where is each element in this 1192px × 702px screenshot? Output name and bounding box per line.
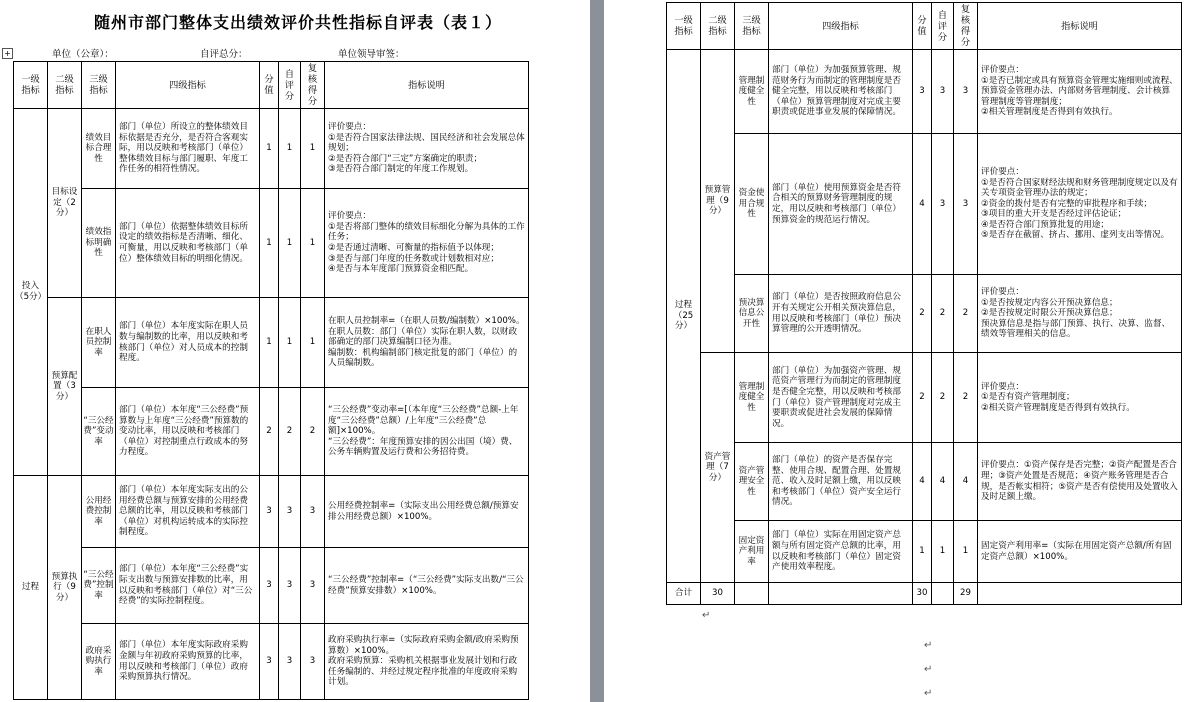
self-score-cell: 1 bbox=[279, 189, 301, 298]
review-score-cell: 3 bbox=[954, 50, 978, 134]
score-cell: 4 bbox=[913, 443, 932, 521]
header-review-score: 复核得分 bbox=[301, 62, 325, 109]
level4-cell: 部门（单位）所设立的整体绩效目标依据是否充分，是否符合客观实际，用以反映和考核部门（单位）整体绩效目标与部门履职、年度工作任务的相符性情况。 bbox=[116, 109, 260, 189]
level4-cell: 部门（单位）本年度“三公经费”预算数与上年度“三公经费”预算数的变动比率，用以反映和考核部门（单位）对控制重点行政成本的努力程度。 bbox=[116, 388, 260, 476]
total-label: 合计 bbox=[667, 583, 701, 605]
description-cell: 评价要点：①资产保存是否完整；②资产配置是否合理；③资产处置是否规范；④资产账务管理是否合规，是否帐实相符；⑤资产是否有偿使用及处置收入及时足额上缴。 bbox=[978, 443, 1182, 521]
level4-cell: 部门（单位）本年度实际支出的公用经费总额与预算安排的公用经费总额的比率，用以反映和考核部门（单位）对机构运转成本的实际控制程度。 bbox=[116, 476, 260, 548]
table-row bbox=[667, 275, 1182, 353]
level3-cell: 绩效目标合理性 bbox=[82, 109, 116, 189]
paragraph-mark-icon: ↵ bbox=[924, 688, 933, 699]
level3-cell: 公用经费控制率 bbox=[82, 476, 116, 548]
review-score-cell: 3 bbox=[301, 548, 325, 624]
header-self-score: 自评分 bbox=[279, 62, 301, 109]
level3-cell: 政府采购执行率 bbox=[82, 624, 116, 700]
description-cell: 评价要点： ①是否符合国家法律法规、国民经济和社会发展总体规划； ②是否符合部门“三定”方案确定的职责； ③是否符合部门制定的年度工作规划。 bbox=[325, 109, 529, 189]
empty-cell bbox=[932, 583, 954, 605]
description-cell: “三公经费”控制率=（“三公经费”实际支出数/“三公经费”预算安排数）×100%。 bbox=[325, 548, 529, 624]
level4-cell: 部门（单位）是否按照政府信息公开有关规定公开相关预决算信息，用以反映和考核部门（单位）预决算管理的公开透明情况。 bbox=[769, 275, 913, 353]
level3-cell: “三公经费”变动率 bbox=[82, 388, 116, 476]
self-score-cell: 4 bbox=[932, 443, 954, 521]
page-gap bbox=[590, 0, 604, 702]
document-page-2 bbox=[604, 0, 1192, 702]
review-score-cell: 4 bbox=[954, 443, 978, 521]
self-score-cell: 3 bbox=[932, 50, 954, 134]
header-level2: 二级指标 bbox=[701, 3, 735, 50]
score-cell: 4 bbox=[913, 134, 932, 275]
description-cell: 评价要点： ①是否按规定内容公开预决算信息； ②是否按规定时限公开预决算信息； 预决算信息是指与部门预算、执行、决算、监督、绩效等管理相关的信息。 bbox=[978, 275, 1182, 353]
table-row bbox=[14, 109, 529, 189]
unit-label: 单位（公章）： bbox=[52, 49, 114, 60]
score-cell: 2 bbox=[913, 353, 932, 443]
level3-cell: 固定资产利用率 bbox=[735, 521, 769, 583]
header-self-score: 自评分 bbox=[932, 3, 954, 50]
level4-cell: 部门（单位）本年度实际在职人员数与编制数的比率，用以反映和考核部门（单位）对人员成本的控制程度。 bbox=[116, 298, 260, 388]
score-cell: 3 bbox=[260, 548, 279, 624]
table-row bbox=[667, 443, 1182, 521]
level4-cell: 部门（单位）为加强预算管理、规范财务行为而制定的管理制度是否健全完整，用以反映和考核部门（单位）预算管理制度对完成主要职责或促进事业发展的保障情况。 bbox=[769, 50, 913, 134]
document-page-1 bbox=[0, 0, 590, 702]
level3-cell: 绩效指标明确性 bbox=[82, 189, 116, 298]
empty-cell bbox=[769, 583, 913, 605]
header-level1: 一级指标 bbox=[667, 3, 701, 50]
description-cell: 评价要点： ①是否有资产管理制度； ②相关资产管理制度是否得到有效执行。 bbox=[978, 353, 1182, 443]
level4-cell: 部门（单位）使用预算资金是否符合相关的预算财务管理制度的规定，用以反映和考核部门（单位）预算资金的规范运行情况。 bbox=[769, 134, 913, 275]
total-review-score: 29 bbox=[954, 583, 978, 605]
description-cell: 政府采购执行率=（实际政府采购金额/政府采购预算数）×100%。 政府采购预算：采购机关根据事业发展计划和行政任务编制的、并经过规定程序批准的年度政府采购计划。 bbox=[325, 624, 529, 700]
description-cell: 在职人员控制率=（在职人员数/编制数）×100%。 在职人员数：部门（单位）实际在职人数，以财政部确定的部门决算编制口径为准。 编制数：机构编制部门核定批复的部门（单位）的人员编制数。 bbox=[325, 298, 529, 388]
table-row bbox=[14, 298, 529, 388]
self-score-cell: 2 bbox=[932, 275, 954, 353]
level4-cell: 部门（单位）为加强资产管理、规范资产管理行为而制定的管理制度是否健全完整，用以反映和考核部门（单位）资产管理制度对完成主要职责或促进社会发展的保障情况。 bbox=[769, 353, 913, 443]
total-row bbox=[667, 583, 1182, 605]
level4-cell: 部门（单位）依据整体绩效目标所设定的绩效指标是否清晰、细化、可衡量，用以反映和考核部门（单位）整体绩效目标的明细化情况。 bbox=[116, 189, 260, 298]
header-level4: 四级指标 bbox=[116, 62, 260, 109]
table-header-row bbox=[667, 3, 1182, 50]
header-description: 指标说明 bbox=[325, 62, 529, 109]
level3-cell: 资金使用合规性 bbox=[735, 134, 769, 275]
level2-budget-allocation: 预算配置（3分） bbox=[48, 298, 82, 476]
level1-input: 投入（5分） bbox=[14, 109, 48, 476]
self-score-label: 自评总分： bbox=[200, 49, 248, 60]
table-row bbox=[14, 624, 529, 700]
self-score-cell: 3 bbox=[279, 548, 301, 624]
review-score-cell: 2 bbox=[301, 388, 325, 476]
table-move-handle-icon[interactable]: + bbox=[2, 48, 13, 59]
review-score-cell: 3 bbox=[301, 476, 325, 548]
level2-budget-execution: 预算执行（9分） bbox=[48, 476, 82, 700]
header-level2: 二级指标 bbox=[48, 62, 82, 109]
level4-cell: 部门（单位）的资产是否保存完整、使用合规、配置合理、处置规范、收入及时足额上缴，用以反映和考核部门（单位）资产安全运行情况。 bbox=[769, 443, 913, 521]
self-score-cell: 3 bbox=[279, 476, 301, 548]
self-score-cell: 2 bbox=[932, 353, 954, 443]
level3-cell: 资产管理安全性 bbox=[735, 443, 769, 521]
total-score-sum: 30 bbox=[913, 583, 932, 605]
empty-cell bbox=[978, 583, 1182, 605]
level3-cell: “三公经费”控制率 bbox=[82, 548, 116, 624]
paragraph-mark-icon: ↵ bbox=[924, 664, 933, 675]
leader-sign-label: 单位领导审签： bbox=[338, 49, 405, 60]
table-row bbox=[667, 50, 1182, 134]
level3-cell: 在职人员控制率 bbox=[82, 298, 116, 388]
level2-budget-management: 预算管理（9分） bbox=[701, 50, 735, 353]
table-row bbox=[14, 388, 529, 476]
review-score-cell: 3 bbox=[301, 624, 325, 700]
table-row bbox=[667, 134, 1182, 275]
score-cell: 2 bbox=[260, 388, 279, 476]
table-row bbox=[14, 189, 529, 298]
table-row bbox=[14, 476, 529, 548]
header-score: 分值 bbox=[913, 3, 932, 50]
review-score-cell: 2 bbox=[954, 275, 978, 353]
level3-cell: 预决算信息公开性 bbox=[735, 275, 769, 353]
self-score-cell: 1 bbox=[279, 109, 301, 189]
self-score-cell: 1 bbox=[279, 298, 301, 388]
self-score-cell: 3 bbox=[932, 134, 954, 275]
level2-target-setting: 目标设定（2分） bbox=[48, 109, 82, 298]
description-cell: 评价要点： ①是否已制定或具有预算资金管理实施细则或流程、预算资金管理办法、内部财务管理制度、会计核算管理制度等管理制度； ②相关管理制度是否得到有效执行。 bbox=[978, 50, 1182, 134]
header-level3: 三级指标 bbox=[82, 62, 116, 109]
review-score-cell: 3 bbox=[954, 134, 978, 275]
level4-cell: 部门（单位）本年度实际政府采购金额与年初政府采购预算的比率，用以反映和考核部门（单位）政府采购预算执行情况。 bbox=[116, 624, 260, 700]
review-score-cell: 1 bbox=[301, 298, 325, 388]
review-score-cell: 1 bbox=[301, 189, 325, 298]
description-cell: 公用经费控制率=（实际支出公用经费总额/预算安排公用经费总额）×100%。 bbox=[325, 476, 529, 548]
table-row bbox=[14, 548, 529, 624]
self-score-cell: 1 bbox=[932, 521, 954, 583]
description-cell: 固定资产利用率=（实际在用固定资产总额/所有固定资产总额）×100%。 bbox=[978, 521, 1182, 583]
header-review-score: 复核得分 bbox=[954, 3, 978, 50]
table-row bbox=[667, 353, 1182, 443]
header-score: 分值 bbox=[260, 62, 279, 109]
header-level3: 三级指标 bbox=[735, 3, 769, 50]
indicator-table-page1 bbox=[13, 61, 529, 700]
paragraph-mark-icon: ↵ bbox=[702, 610, 711, 621]
level3-cell: 管理制度健全性 bbox=[735, 353, 769, 443]
level2-asset-management: 资产管理（7分） bbox=[701, 353, 735, 583]
score-cell: 3 bbox=[260, 476, 279, 548]
level4-cell: 部门（单位）本年度“三公经费”实际支出数与预算安排数的比率，用以反映和考核部门（单位）对“三公经费”的实际控制程度。 bbox=[116, 548, 260, 624]
score-cell: 1 bbox=[260, 109, 279, 189]
score-cell: 3 bbox=[260, 624, 279, 700]
score-cell: 1 bbox=[260, 189, 279, 298]
header-description: 指标说明 bbox=[978, 3, 1182, 50]
review-score-cell: 1 bbox=[954, 521, 978, 583]
table-row bbox=[667, 521, 1182, 583]
header-level4: 四级指标 bbox=[769, 3, 913, 50]
score-cell: 2 bbox=[913, 275, 932, 353]
description-cell: “三公经费”变动率=[（本年度“三公经费”总额-上年度“三公经费”总额）/上年度“三公经费”总额]×100%。 “三公经费”：年度预算安排的因公出国（境）费、公务车辆购置及运行费和公务招待费。 bbox=[325, 388, 529, 476]
self-score-cell: 3 bbox=[279, 624, 301, 700]
description-cell: 评价要点： ①是否符合国家财经法规和财务管理制度规定以及有关专项资金管理办法的规定； ②资金的拨付是否有完整的审批程序和手续； ③项目的重大开支是否经过评估论证； ④是否符合部门预算批复的用途； ⑤是否存在截留、挤占、挪用、虚列支出等情况。 bbox=[978, 134, 1182, 275]
level1-process: 过程（25分） bbox=[667, 50, 701, 583]
table-header-row bbox=[14, 62, 529, 109]
review-score-cell: 1 bbox=[301, 109, 325, 189]
level4-cell: 部门（单位）实际在用固定资产总额与所有固定资产总额的比率，用以反映和考核部门（单位）固定资产使用效率程度。 bbox=[769, 521, 913, 583]
description-cell: 评价要点： ①是否将部门整体的绩效目标细化分解为具体的工作任务； ②是否通过清晰、可衡量的指标值予以体现； ③是否与部门年度的任务数或计划数相对应； ④是否与本年度部门预算资金相匹配。 bbox=[325, 189, 529, 298]
score-cell: 1 bbox=[260, 298, 279, 388]
paragraph-mark-icon: ↵ bbox=[924, 640, 933, 651]
page-title: 随州市部门整体支出绩效评价共性指标自评表（表１） bbox=[93, 13, 502, 32]
indicator-table-page2 bbox=[666, 2, 1182, 605]
level3-cell: 管理制度健全性 bbox=[735, 50, 769, 134]
self-score-cell: 2 bbox=[279, 388, 301, 476]
level1-process: 过程 bbox=[14, 476, 48, 700]
score-cell: 3 bbox=[913, 50, 932, 134]
score-cell: 1 bbox=[913, 521, 932, 583]
review-score-cell: 2 bbox=[954, 353, 978, 443]
total-score: 30 bbox=[701, 583, 735, 605]
header-level1: 一级指标 bbox=[14, 62, 48, 109]
empty-cell bbox=[735, 583, 769, 605]
